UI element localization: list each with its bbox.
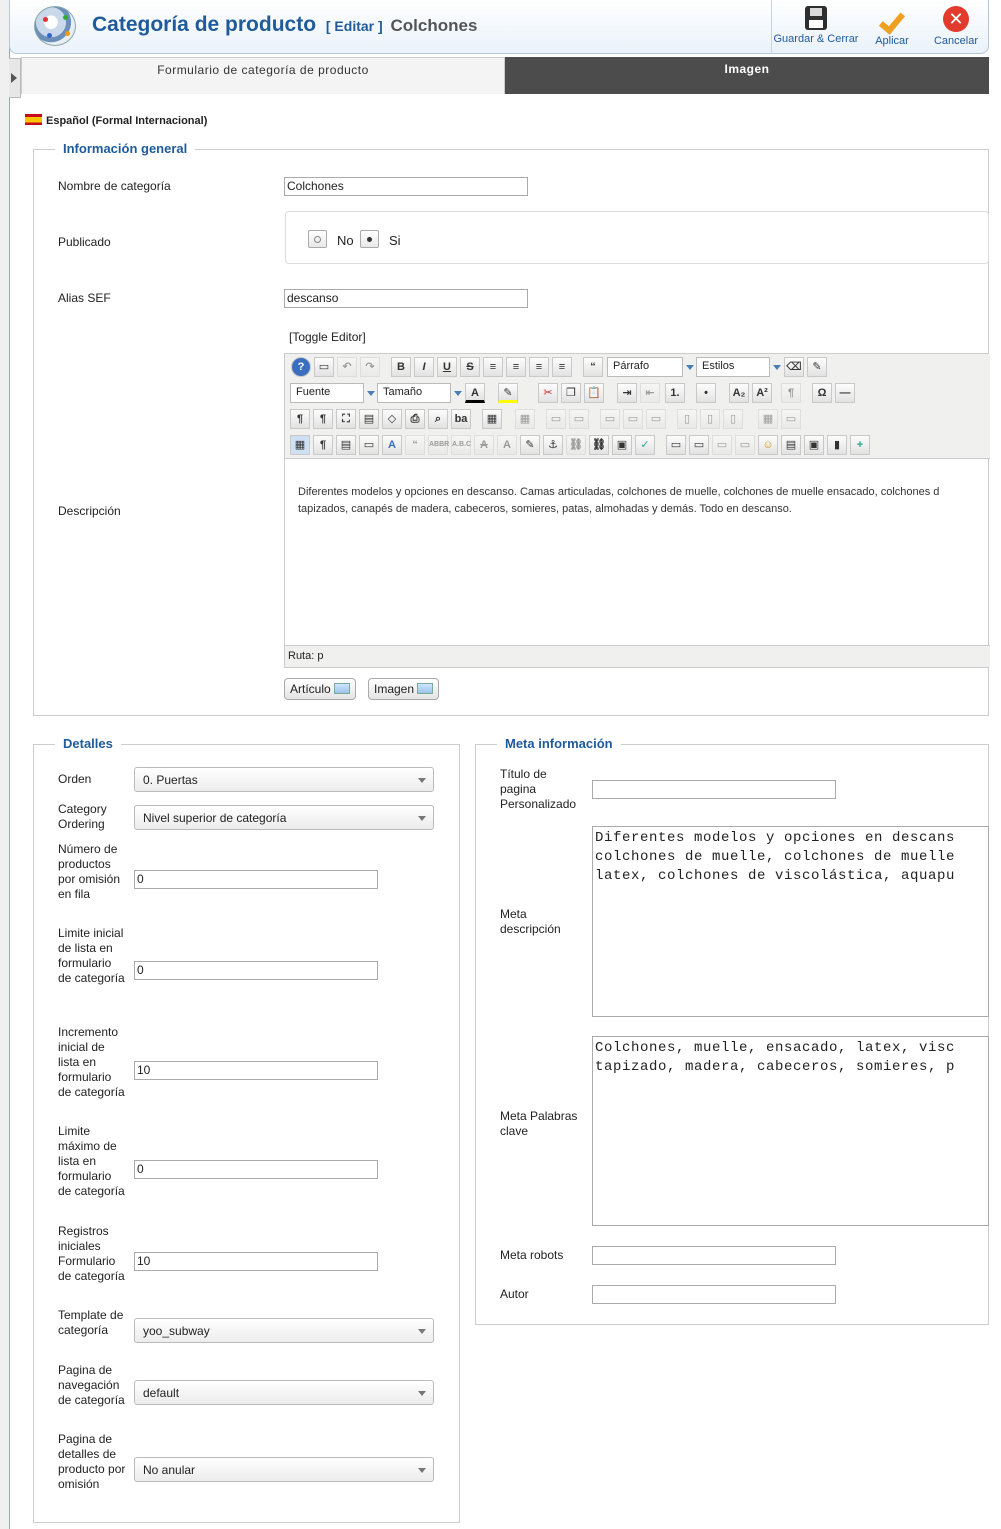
meta-robots-label: Meta robots xyxy=(500,1248,564,1262)
visual-aid-icon[interactable]: ▦ xyxy=(290,435,310,455)
align-center-icon[interactable]: ≡ xyxy=(506,357,526,377)
apply-label: Aplicar xyxy=(875,35,909,47)
redo-icon[interactable]: ↷ xyxy=(360,357,380,377)
toolbar-row-3 xyxy=(288,408,988,430)
strikethrough-icon[interactable]: S xyxy=(460,357,480,377)
list-step-input[interactable]: 10 xyxy=(134,1061,378,1080)
rtl-icon[interactable]: ¶ xyxy=(313,409,333,429)
font-select[interactable]: Fuente xyxy=(290,383,364,403)
format-select[interactable]: Párrafo xyxy=(607,357,683,377)
text-direction-icon[interactable]: ¶ xyxy=(781,383,801,403)
spellcheck-icon[interactable]: ✓ xyxy=(635,435,655,455)
category-ordering-label: Category Ordering xyxy=(58,802,107,831)
insert-row-after-icon[interactable]: ▭ xyxy=(623,409,643,429)
general-info-legend: Información general xyxy=(55,141,195,156)
image-button[interactable] xyxy=(368,678,439,700)
category-template-select[interactable]: yoo_subway xyxy=(134,1318,434,1343)
initial-records-input[interactable]: 10 xyxy=(134,1252,378,1271)
undo-icon[interactable]: ↶ xyxy=(337,357,357,377)
editor-path-bar xyxy=(285,645,990,667)
cancel-icon: ✕ xyxy=(943,6,969,32)
insert-row-before-icon[interactable]: ▭ xyxy=(600,409,620,429)
code-icon[interactable]: ◇ xyxy=(382,409,402,429)
product-details-page-label: Pagina de detalles de producto por omisión xyxy=(58,1432,126,1491)
published-yes-radio[interactable] xyxy=(360,230,379,248)
abbr-icon[interactable]: ABBR xyxy=(428,435,448,455)
checkmark-icon xyxy=(879,6,905,32)
image-icon xyxy=(417,683,433,694)
published-yes-label: Si xyxy=(389,233,401,248)
editor-toolbar xyxy=(285,354,990,459)
published-radio-group xyxy=(285,211,989,264)
sidebar-toggle[interactable] xyxy=(9,58,21,98)
add-content-icon[interactable]: + xyxy=(850,435,870,455)
author-label: Autor xyxy=(500,1287,529,1301)
nonbreaking-icon[interactable]: ▭ xyxy=(735,435,755,455)
editor-content-line: tapizados, canapés de madera, cabeceros, somieres, patas, almohadas y demás. Todo en descanso. xyxy=(298,503,792,515)
article-button[interactable] xyxy=(284,678,356,700)
outdent-icon[interactable]: ⇤ xyxy=(640,383,660,403)
delete-table-icon[interactable]: ▦ xyxy=(515,409,535,429)
attribs-icon[interactable]: ✎ xyxy=(520,435,540,455)
font-color-icon[interactable]: A xyxy=(465,383,485,403)
save-icon xyxy=(805,6,827,30)
insert-date-icon[interactable]: ▭ xyxy=(689,435,709,455)
unlink-icon[interactable]: ⛓ xyxy=(566,435,586,455)
chevron-right-icon xyxy=(11,73,17,83)
toolbar xyxy=(771,0,988,54)
article-icon xyxy=(334,683,350,694)
justify-icon[interactable]: ≡ xyxy=(483,357,503,377)
styles-select[interactable]: Estilos xyxy=(696,357,770,377)
insert-time-icon[interactable]: ▭ xyxy=(712,435,732,455)
meta-description-textarea[interactable]: Diferentes modelos y opciones en descans colchones de muelle, colchones de muelle latex, colchones de viscolástica, aquapu xyxy=(592,826,989,1017)
delete-col-icon[interactable]: ▯ xyxy=(723,409,743,429)
highlight-color-icon[interactable]: ✎ xyxy=(498,383,518,403)
help-icon[interactable]: ? xyxy=(291,357,311,377)
omega-icon[interactable]: Ω xyxy=(812,383,832,403)
align-right-icon[interactable]: ≡ xyxy=(552,357,572,377)
anchor-icon[interactable]: ⚓ xyxy=(543,435,563,455)
order-select[interactable]: 0. Puertas xyxy=(134,767,434,792)
search-icon[interactable]: ⌕ xyxy=(428,409,448,429)
product-details-page-select[interactable]: No anular xyxy=(134,1457,434,1482)
cut-icon[interactable]: ✂ xyxy=(538,383,558,403)
spain-flag-icon xyxy=(25,114,42,125)
image-manager-icon[interactable]: ▣ xyxy=(804,435,824,455)
category-browse-page-select[interactable]: default xyxy=(134,1380,434,1405)
bullet-list-icon[interactable]: • xyxy=(696,383,716,403)
alias-sef-label: Alias SEF xyxy=(58,291,111,305)
insert-col-before-icon[interactable]: ▯ xyxy=(677,409,697,429)
del-icon[interactable]: A xyxy=(474,435,494,455)
published-no-label: No xyxy=(337,233,354,248)
underline-icon[interactable]: U xyxy=(437,357,457,377)
page-title xyxy=(92,13,477,37)
table-icon[interactable]: ▦ xyxy=(482,409,502,429)
media-icon[interactable]: ▮ xyxy=(827,435,847,455)
new-document-icon[interactable]: ▭ xyxy=(314,357,334,377)
published-no-radio[interactable] xyxy=(308,230,327,248)
published-label: Publicado xyxy=(58,235,111,249)
cleanup-broom-icon[interactable]: ✎ xyxy=(807,357,827,377)
cancel-button[interactable] xyxy=(924,0,988,54)
page-title-text: Categoría de producto xyxy=(92,13,317,36)
language-label: Español (Formal Internacional) xyxy=(46,115,208,127)
toolbar-row-4 xyxy=(288,434,988,456)
bold-icon[interactable]: B xyxy=(391,357,411,377)
toolbar-row-2 xyxy=(288,382,988,404)
list-limit-label: Limite inicial de lista en formulario de categoría xyxy=(58,926,125,985)
edit-label: [ Editar ] xyxy=(325,18,383,34)
numbered-list-icon[interactable]: 1. xyxy=(665,383,685,403)
italic-icon[interactable]: I xyxy=(414,357,434,377)
styles-icon[interactable]: A xyxy=(382,435,402,455)
tab-image[interactable]: Imagen xyxy=(505,57,989,94)
rich-text-editor xyxy=(284,353,989,668)
editor-content[interactable] xyxy=(298,484,988,518)
apply-button[interactable] xyxy=(860,0,924,54)
save-close-button[interactable] xyxy=(772,0,860,54)
article-button-label: Artículo xyxy=(290,682,331,696)
editor-content-line: Diferentes modelos y opciones en descanso. Camas articuladas, colchones de muelle, colchones de muelle ensacado, colchones d xyxy=(298,486,940,498)
indent-icon[interactable]: ⇥ xyxy=(617,383,637,403)
subscript-icon[interactable]: A₂ xyxy=(729,383,749,403)
insert-col-after-icon[interactable]: ▯ xyxy=(700,409,720,429)
category-name-input[interactable]: Colchones xyxy=(284,177,528,196)
toolbar-row-1 xyxy=(288,356,988,378)
save-close-label: Guardar & Cerrar xyxy=(773,33,859,45)
category-name-label: Nombre de categoría xyxy=(58,179,171,193)
products-per-row-input[interactable]: 0 xyxy=(134,870,378,889)
blockquote-icon[interactable]: “ xyxy=(583,357,603,377)
tab-bar xyxy=(21,57,989,94)
custom-page-title-label: Título de pagina Personalizado xyxy=(500,767,577,811)
split-cells-icon[interactable]: ▭ xyxy=(781,409,801,429)
products-per-row-label: Número de productos por omisión en fila xyxy=(58,842,121,901)
fullscreen-icon[interactable]: ⛶ xyxy=(336,409,356,429)
category-name: Colchones xyxy=(390,16,478,35)
list-step-label: Incremento inicial de lista en formulario de categoría xyxy=(58,1025,125,1099)
horizontal-rule-icon[interactable]: — xyxy=(835,383,855,403)
pagebreak-icon[interactable]: ▭ xyxy=(666,435,686,455)
eraser-icon[interactable]: ⌫ xyxy=(784,357,804,377)
meta-keywords-label: Meta Palabras clave xyxy=(500,1109,578,1138)
delete-row-icon[interactable]: ▭ xyxy=(646,409,666,429)
layer-icon[interactable]: ▭ xyxy=(359,435,379,455)
meta-description-label: Meta descripción xyxy=(500,907,561,936)
acronym-icon[interactable]: A.B.C xyxy=(451,435,471,455)
category-browse-page-label: Pagina de navegación de categoría xyxy=(58,1363,125,1407)
meta-robots-input[interactable] xyxy=(592,1246,836,1265)
header xyxy=(9,0,989,54)
order-label: Orden xyxy=(58,772,92,786)
path-value[interactable]: p xyxy=(317,650,324,662)
link-icon[interactable]: ⛓ xyxy=(589,435,609,455)
preview-icon[interactable]: ▤ xyxy=(359,409,379,429)
list-max-label: Limite máximo de lista en formulario de categoría xyxy=(58,1124,125,1198)
image-button-label: Imagen xyxy=(374,682,415,696)
author-input[interactable] xyxy=(592,1285,836,1304)
show-blocks-icon[interactable]: ¶ xyxy=(313,435,333,455)
list-limit-input[interactable]: 0 xyxy=(134,961,378,980)
alias-sef-input[interactable]: descanso xyxy=(284,289,528,308)
file-icon[interactable]: ▤ xyxy=(781,435,801,455)
emoticon-icon[interactable]: ☺ xyxy=(758,435,778,455)
superscript-icon[interactable]: A² xyxy=(752,383,772,403)
meta-legend: Meta información xyxy=(497,736,621,751)
ins-icon[interactable]: A xyxy=(497,435,517,455)
list-max-input[interactable]: 0 xyxy=(134,1160,378,1179)
path-label: Ruta: xyxy=(288,650,315,662)
description-label: Descripción xyxy=(58,504,121,518)
print-icon[interactable]: ⎙ xyxy=(405,409,425,429)
language-indicator xyxy=(25,114,207,127)
image-icon[interactable]: ▣ xyxy=(612,435,632,455)
initial-records-label: Registros iniciales Formulario de categoría xyxy=(58,1224,125,1283)
template-icon[interactable]: ▤ xyxy=(336,435,356,455)
merge-cells-icon[interactable]: ▦ xyxy=(758,409,778,429)
size-select[interactable]: Tamaño xyxy=(377,383,451,403)
cite-icon[interactable]: “ xyxy=(405,435,425,455)
align-left-icon[interactable]: ≡ xyxy=(529,357,549,377)
category-template-label: Template de categoría xyxy=(58,1308,124,1337)
replace-icon[interactable]: ba xyxy=(451,409,471,429)
row-props-icon[interactable]: ▭ xyxy=(546,409,566,429)
cancel-label: Cancelar xyxy=(933,35,979,47)
custom-page-title-input[interactable] xyxy=(592,780,836,799)
app-logo-icon xyxy=(34,6,76,46)
toggle-editor-link[interactable]: [Toggle Editor] xyxy=(289,330,366,344)
ltr-icon[interactable]: ¶ xyxy=(290,409,310,429)
paste-icon[interactable]: 📋 xyxy=(584,383,604,403)
category-ordering-select[interactable]: Nivel superior de categoría xyxy=(134,805,434,830)
meta-keywords-textarea[interactable]: Colchones, muelle, ensacado, latex, visc tapizado, madera, cabeceros, somieres, p xyxy=(592,1036,989,1226)
copy-icon[interactable]: ❐ xyxy=(561,383,581,403)
details-legend: Detalles xyxy=(55,736,121,751)
tab-category-form[interactable]: Formulario de categoría de producto xyxy=(21,57,505,94)
cell-props-icon[interactable]: ▭ xyxy=(569,409,589,429)
